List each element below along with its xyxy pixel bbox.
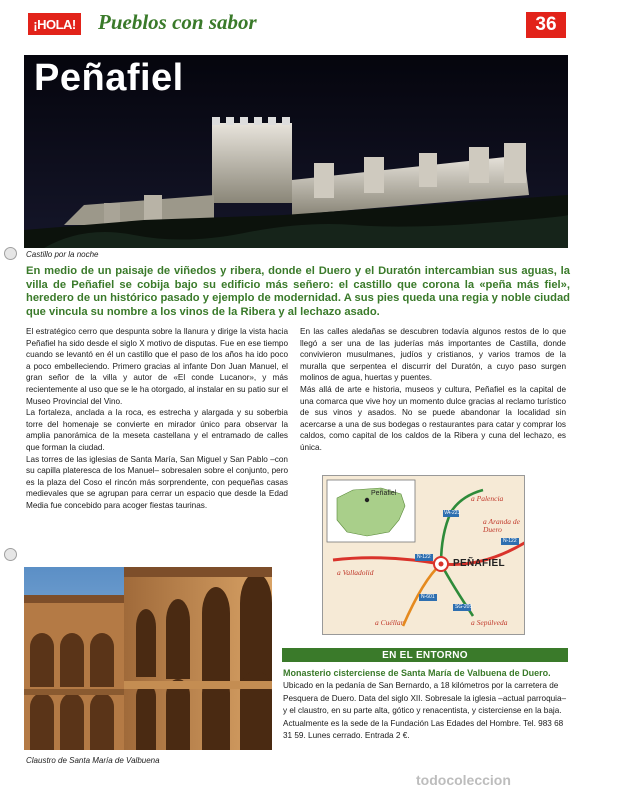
lead-paragraph: En medio de un paisaje de viñedos y ribera, donde el Duero y el Duratón intercambian sus aguas, la villa de Peñafiel se cobija bajo su edificio más señero: el castillo que corona la «peña más fiel», heredero de un histórico pasado y ejemplo de modernidad. A sus pies queda una regia y noble ciudad que vincula su nombre a los vinos de la Ribera y al lechazo asado. [26,265,570,318]
map-dest-sepulveda: a Sepúlveda [471,618,508,627]
hero-title: Peñafiel [34,57,184,99]
hero-photo-castle [24,55,568,248]
map-road-n122-west: N-122 [417,554,431,560]
cloister-illustration [24,567,272,750]
body-column-right [300,326,566,454]
body-paragraph: Las torres de las iglesias de Santa María, San Miguel y San Pablo –con su capilla plateresca de los Manuel– sobresalen sobre el conjunto, pero es la plaza del Coso el rincón más sorprendente, con pequeñas casas medievales que se agrupan para cerrar un espacio que desde la Edad Media fue concebido para acoger fiestas taurinas. [26,454,288,510]
map-road-n601: N-601 [421,594,435,600]
cloister-caption: Claustro de Santa María de Valbuena [26,756,160,765]
map-dest-aranda: a Aranda de Duero [483,517,520,534]
map-dest-cuellar: a Cuéllar [375,618,404,627]
watermark: todocoleccion [416,772,511,788]
page-number: 36 [526,12,566,38]
cloister-photo [24,567,272,750]
binder-hole-icon [4,548,17,561]
map-dest-palencia: a Palencia [471,494,504,503]
body-paragraph: El estratégico cerro que despunta sobre la llanura y dirige la vista hacia Peñafiel ha sido desde el siglo X motivo de disputas. Fue en ese tiempo cuando se levantó en él un castillo que el paso de los años ha ido poco a poco embelleciendo. Primero gracias al infante Don Juan Manuel, el gran señor de la villa y autor de «El conde Lucanor», y más recientemente al uso que se le ha otorgado, al instalar en su patio sur el Museo Provincial del Vino. [26,327,288,406]
binder-hole-icon [4,247,17,260]
hola-logo: ¡HOLA! [28,13,81,35]
entorno-heading: EN EL ENTORNO [282,648,568,662]
location-map [322,475,525,635]
map-town-label: PEÑAFIEL [453,558,505,569]
entorno-highlight: Monasterio cisterciense de Santa María de Valbuena de Duero. [283,668,551,678]
map-inset-label: Peñafiel [371,490,397,497]
map-dest-valladolid: a Valladolid [337,568,374,577]
map-road-va223: VA-223 [444,510,461,516]
hero-caption: Castillo por la noche [26,250,99,259]
map-road-n122-east: N-122 [503,538,517,544]
body-column-left [26,326,288,512]
body-paragraph: La fortaleza, anclada a la roca, es estrecha y alargada y su soberbia torre del homenaje se convierte en mirador único para observar la amplia panorámica de la meseta castellana y el entramado de calles que forman la ciudad. [26,408,288,452]
body-paragraph: En las calles aledañas se descubren todavía algunos restos de lo que llegó a ser una de las juderías más importantes de Castilla, donde convivieron musulmanes, judíos y cristianos, y varios tramos de la muralla que serpentea el discurrir del Duratón, a cuyo paso surgen molinos de agua, huertas y puentes. [300,327,566,383]
map-road-sg205: SG-205 [455,604,473,610]
entorno-body: Ubicado en la pedanía de San Bernardo, a 18 kilómetros por la carretera de Pesquera de Duero. Data del siglo XII. Sobresale la iglesia –actual parroquia– y el claustro, en su parte alta, gótico y renacentista, y cisterciense en la baja. Actualmente es la sede de la Fundación Las Edades del Hombre. Tel. 983 68 31 59. Lunes cerrado. Entrada 2 €. [283,681,567,741]
body-paragraph: Más allá de arte e historia, museos y cultura, Peñafiel es la capital de una comarca que vive hoy un momento dulce gracias al reclamo turístico de sus vinos y asados. No se puede abandonar la localidad sin acercarse a una de sus bodegas o restaurantes para catar y comprar los caldos, como capital de los caldos de la Ribera y cuna del lechazo, es única. [300,384,566,452]
entorno-text [283,667,568,742]
section-title: Pueblos con sabor [98,10,257,34]
